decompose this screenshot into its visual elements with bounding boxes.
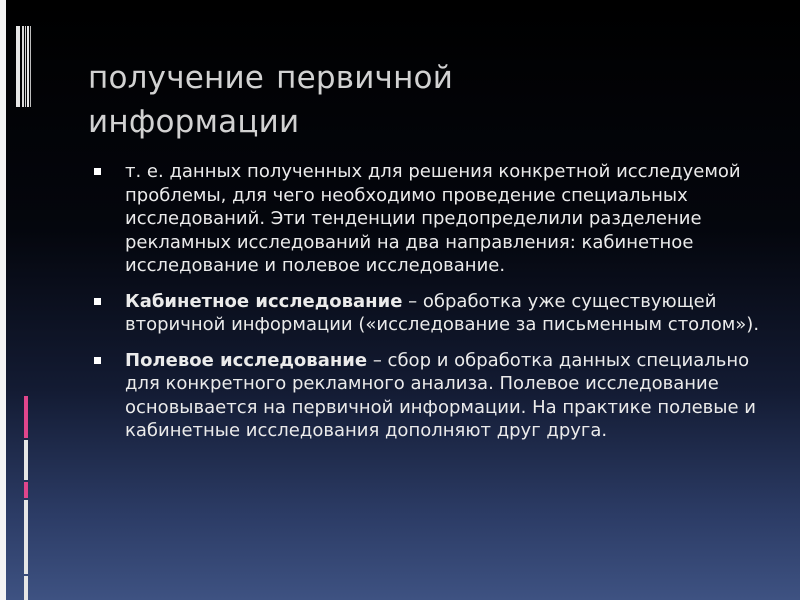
bullet-item-primary-data xyxy=(94,160,764,278)
bullet-item-desk-research xyxy=(94,290,764,337)
square-bullet-icon xyxy=(94,298,101,305)
slide-title-line-1: получение первичной xyxy=(88,60,454,96)
vertical-stripes-decoration xyxy=(0,0,40,600)
bullet-item-field-research xyxy=(94,349,764,443)
bullet-lead-field-research: Полевое исследование xyxy=(125,349,368,371)
square-bullet-icon xyxy=(94,357,101,364)
slide-title xyxy=(88,56,768,144)
bullet-text-desk-research: – обработка уже существующей вторичной информации («исследование за письменным столом»). xyxy=(125,290,760,335)
bullet-text-field-research: – сбор и обработка данных специально для конкретного рекламного анализа. Полевое исследование основывается на первичной информации. На практике полевые и кабинетные исследования дополняют друг друга. xyxy=(125,349,756,441)
bullet-list xyxy=(94,160,764,455)
square-bullet-icon xyxy=(94,168,101,175)
slide-title-line-2: информации xyxy=(88,104,300,140)
bullet-text-primary-data: т. е. данных полученных для решения конкретной исследуемой проблемы, для чего необходимо проведение специальных исследований. Эти тенденции предопределили разделение рекламных исследований на два направления: кабинетное исследование и полевое исследование. xyxy=(125,161,741,276)
bullet-lead-desk-research: Кабинетное исследование xyxy=(125,290,403,312)
